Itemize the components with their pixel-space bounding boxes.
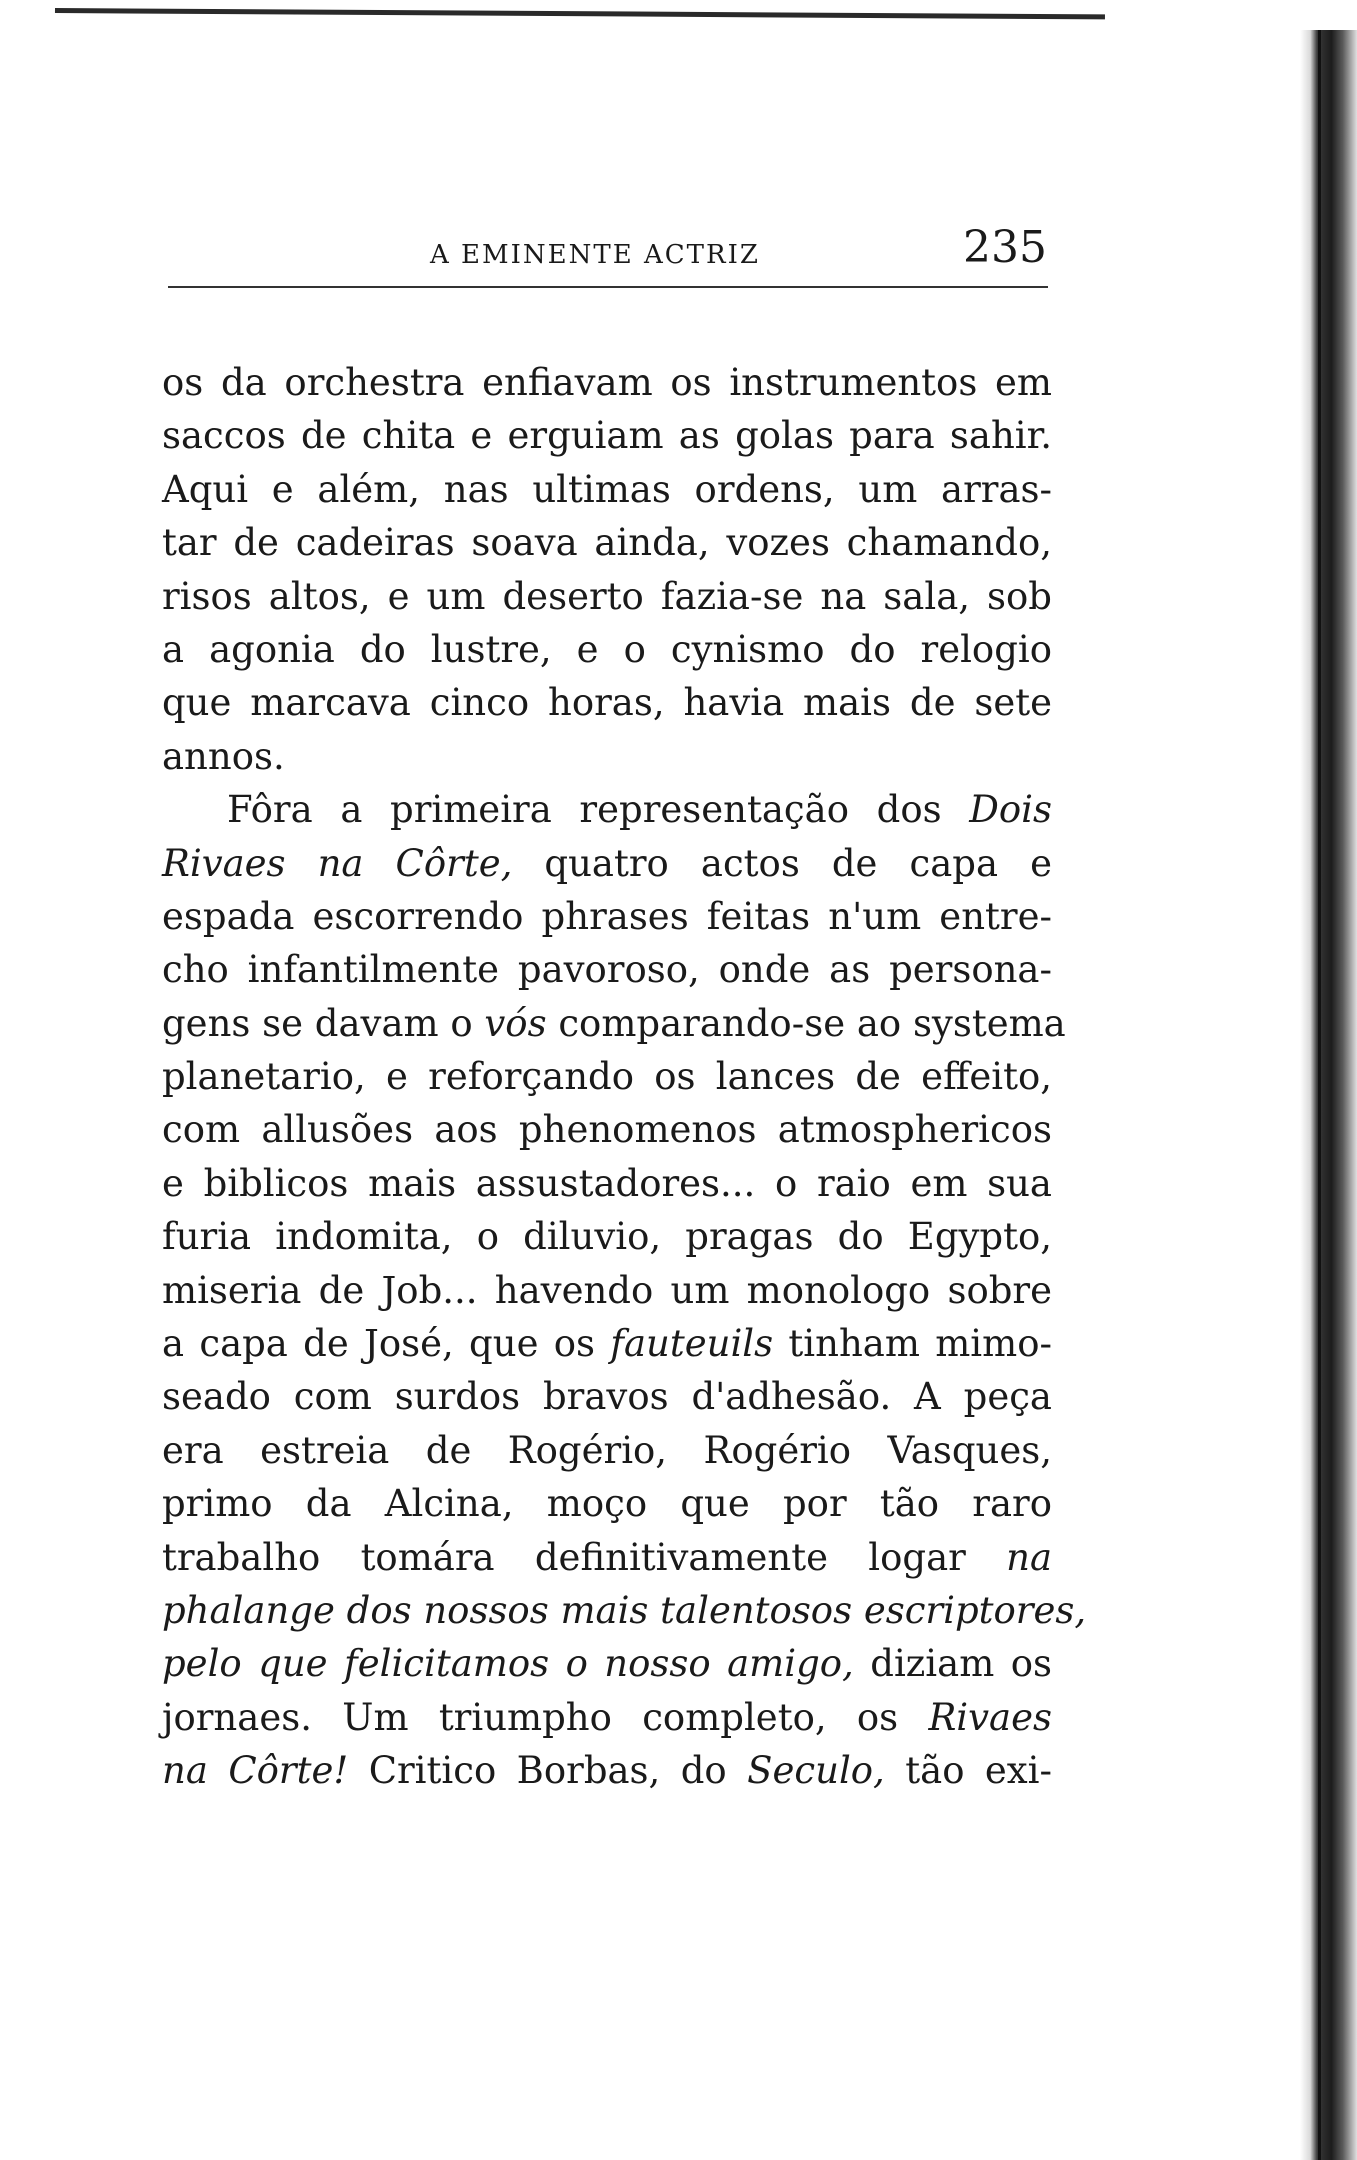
italic-text: Rivaes na Côrte, bbox=[162, 841, 513, 885]
text-segment: a capa de José, que os bbox=[162, 1322, 611, 1366]
italic-text: pelo que felicitamos o nosso amigo, bbox=[162, 1642, 854, 1686]
header-rule bbox=[168, 286, 1048, 288]
text-segment: gens se davam o bbox=[162, 1001, 485, 1045]
text-line bbox=[162, 730, 1052, 783]
text-line bbox=[162, 1637, 1052, 1690]
text-segment: miseria de Job... havendo um monologo sobre bbox=[162, 1268, 1052, 1312]
text-segment: que marcava cinco horas, havia mais de sete bbox=[162, 681, 1052, 725]
text-line bbox=[162, 463, 1052, 516]
text-segment: era estreia de Rogério, Rogério Vasques, bbox=[162, 1428, 1052, 1472]
text-line bbox=[162, 623, 1052, 676]
italic-text: Dois bbox=[969, 788, 1052, 832]
text-line bbox=[162, 409, 1052, 462]
page-header bbox=[162, 222, 1047, 272]
text-segment: cho infantilmente pavoroso, onde as persona- bbox=[162, 948, 1052, 992]
text-segment: trabalho tomára definitivamente logar bbox=[162, 1535, 1007, 1579]
text-line bbox=[162, 1317, 1052, 1370]
text-segment: tar de cadeiras soava ainda, vozes chamando, bbox=[162, 521, 1052, 565]
text-line bbox=[162, 783, 1052, 836]
text-segment: Aqui e além, nas ultimas ordens, um arras- bbox=[162, 467, 1052, 511]
italic-text: fauteuils bbox=[610, 1322, 774, 1366]
text-segment: annos. bbox=[162, 734, 285, 778]
text-line bbox=[162, 1103, 1052, 1156]
text-segment: os da orchestra enfiavam os instrumentos em bbox=[162, 361, 1052, 404]
running-head: A EMINENTE ACTRIZ bbox=[430, 240, 760, 270]
text-segment: tinham mimo- bbox=[773, 1322, 1052, 1366]
text-line bbox=[162, 570, 1052, 623]
italic-text: Seculo, bbox=[747, 1749, 885, 1793]
text-segment: primo da Alcina, moço que por tão raro bbox=[162, 1482, 1052, 1526]
text-line bbox=[162, 1264, 1052, 1317]
text-segment: com allusões aos phenomenos atmosphericos bbox=[162, 1108, 1052, 1152]
text-segment: furia indomita, o diluvio, pragas do Egypto, bbox=[162, 1215, 1052, 1259]
text-line bbox=[162, 1744, 1052, 1797]
text-segment: tão exi- bbox=[884, 1749, 1053, 1793]
text-line bbox=[162, 1691, 1052, 1744]
text-segment: quatro actos de capa e bbox=[512, 841, 1052, 885]
italic-text: na bbox=[1006, 1535, 1052, 1579]
text-line bbox=[162, 1531, 1052, 1584]
text-segment: diziam os bbox=[853, 1642, 1052, 1686]
scan-top-edge bbox=[55, 8, 1105, 39]
text-line bbox=[162, 890, 1052, 943]
text-line bbox=[162, 997, 1066, 1050]
text-segment: Fôra a primeira representação dos bbox=[227, 788, 970, 832]
binding-shadow bbox=[1300, 30, 1357, 2160]
text-line bbox=[162, 1050, 1052, 1103]
italic-text: phalange dos nossos mais talentosos escriptores, bbox=[162, 1588, 1087, 1632]
text-line bbox=[162, 1210, 1052, 1263]
page-number: 235 bbox=[963, 222, 1047, 273]
italic-text: Rivaes bbox=[928, 1695, 1052, 1739]
text-segment: a agonia do lustre, e o cynismo do relogio bbox=[162, 627, 1052, 671]
text-line bbox=[162, 1477, 1052, 1530]
text-line bbox=[162, 516, 1052, 569]
text-segment: Critico Borbas, do bbox=[348, 1749, 748, 1793]
text-line bbox=[162, 356, 1052, 409]
text-line bbox=[162, 943, 1052, 996]
text-line bbox=[162, 837, 1052, 890]
text-segment: seado com surdos bravos d'adhesão. A peça bbox=[162, 1375, 1052, 1419]
text-line bbox=[162, 676, 1052, 729]
text-line bbox=[162, 1424, 1052, 1477]
text-segment: jornaes. Um triumpho completo, os bbox=[162, 1695, 929, 1739]
body-text bbox=[162, 356, 1087, 1798]
text-segment: espada escorrendo phrases feitas n'um entre- bbox=[162, 894, 1052, 938]
italic-text: vós bbox=[484, 1001, 547, 1045]
binding-edge-line bbox=[1318, 30, 1321, 2160]
text-segment: e biblicos mais assustadores... o raio em sua bbox=[162, 1161, 1052, 1205]
text-line bbox=[162, 1584, 1087, 1637]
text-line bbox=[162, 1157, 1052, 1210]
text-segment: saccos de chita e erguiam as golas para sahir. bbox=[162, 414, 1052, 458]
text-segment: risos altos, e um deserto fazia-se na sala, sob bbox=[162, 574, 1052, 618]
text-segment: comparando-se ao systema bbox=[546, 1001, 1066, 1045]
italic-text: na Côrte! bbox=[162, 1749, 349, 1793]
text-segment: planetario, e reforçando os lances de effeito, bbox=[162, 1055, 1052, 1099]
text-line bbox=[162, 1370, 1052, 1423]
